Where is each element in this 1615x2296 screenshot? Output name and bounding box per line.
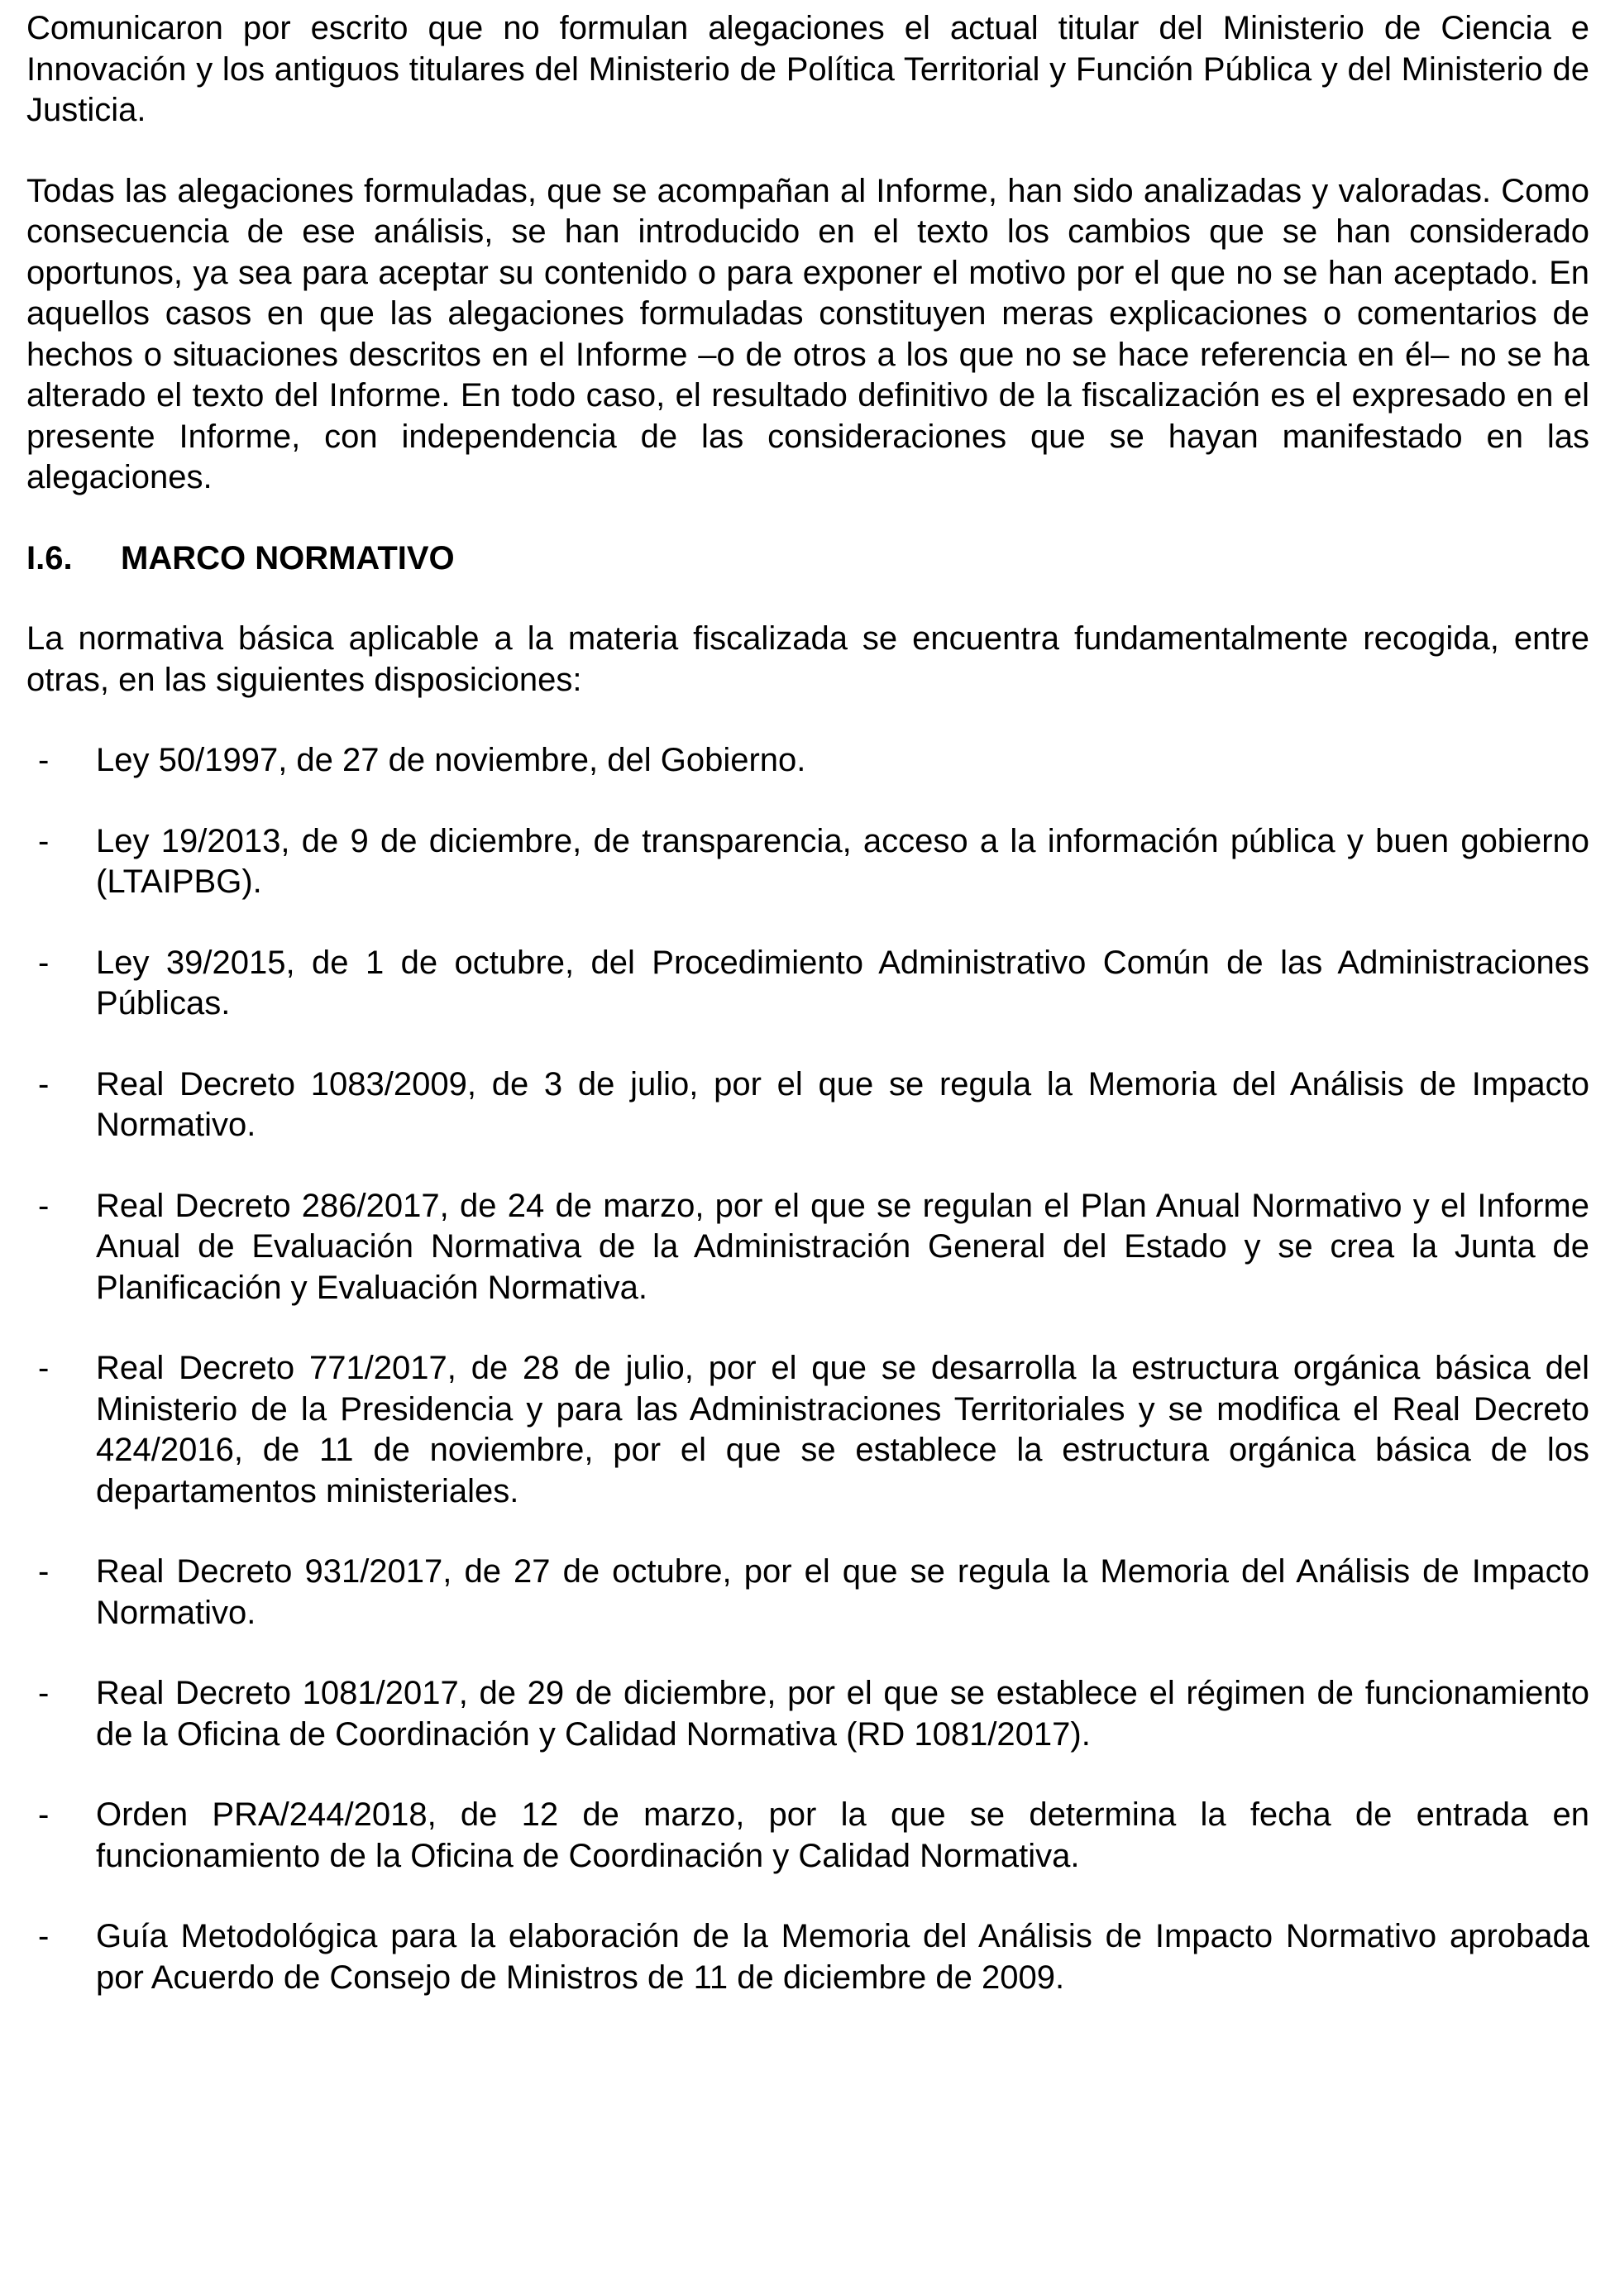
list-item-text: Real Decreto 771/2017, de 28 de julio, por el que se desarrolla la estructura orgánica básica del Ministerio de la Presidencia y para las Administraciones Territoriales y se modifica el Real Decreto 424/2016, de 11 de noviembre, por el que se establece la estructura orgánica básica de los departamentos ministeriales. <box>96 1350 1589 1509</box>
list-bullet: - <box>38 1675 50 1711</box>
list-bullet: - <box>38 1350 50 1386</box>
list-item-text: Ley 39/2015, de 1 de octubre, del Procedimiento Administrativo Común de las Administraciones Públicas. <box>96 944 1589 1021</box>
list-item-text: Real Decreto 1083/2009, de 3 de julio, por el que se regula la Memoria del Análisis de Impacto Normativo. <box>96 1065 1589 1143</box>
list-item <box>26 1673 1589 1755</box>
list-bullet: - <box>38 1553 50 1590</box>
list-item <box>26 821 1589 903</box>
section-number: I.6. <box>26 539 73 576</box>
list-item-text: Ley 50/1997, de 27 de noviembre, del Gobierno. <box>96 742 806 778</box>
list-item-text: Orden PRA/244/2018, de 12 de marzo, por la que se determina la fecha de entrada en funcionamiento de la Oficina de Coordinación y Calidad Normativa. <box>96 1796 1589 1874</box>
section-intro: La normativa básica aplicable a la materia fiscalizada se encuentra fundamentalmente recogida, entre otras, en las siguientes disposiciones: <box>26 620 1589 698</box>
list-item <box>26 1916 1589 1998</box>
list-item <box>26 1795 1589 1877</box>
list-bullet: - <box>38 742 50 778</box>
list-item <box>26 943 1589 1025</box>
list-bullet: - <box>38 1065 50 1103</box>
paragraph-alegaciones-no-formuladas: Comunicaron por escrito que no formulan alegaciones el actual titular del Ministerio de Ciencia e Innovación y los antiguos titulares del Ministerio de Política Territorial y Función Pública y del Ministerio de Justicia. <box>26 10 1589 128</box>
list-item-text: Real Decreto 286/2017, de 24 de marzo, por el que se regulan el Plan Anual Normativo y el Informe Anual de Evaluación Normativa de la Administración General del Estado y se crea la Junta de Planificación y Evaluación Normativa. <box>96 1187 1589 1306</box>
list-item-text: Real Decreto 1081/2017, de 29 de diciembre, por el que se establece el régimen de funcionamiento de la Oficina de Coordinación y Calidad Normativa (RD 1081/2017). <box>96 1675 1589 1753</box>
list-item <box>26 1064 1589 1146</box>
list-item <box>26 1552 1589 1634</box>
section-heading <box>26 538 1589 580</box>
list-item <box>26 740 1589 782</box>
list-bullet: - <box>38 1918 50 1954</box>
list-item <box>26 1186 1589 1309</box>
list-item-text: Guía Metodológica para la elaboración de la Memoria del Análisis de Impacto Normativo aprobada por Acuerdo de Consejo de Ministros de 11 de diciembre de 2009. <box>96 1918 1589 1996</box>
list-bullet: - <box>38 1796 50 1833</box>
section-title: MARCO NORMATIVO <box>121 539 455 576</box>
paragraph-alegaciones-analizadas: Todas las alegaciones formuladas, que se acompañan al Informe, han sido analizadas y valoradas. Como consecuencia de ese análisis, se han introducido en el texto los cambios que se han considerado oportunos, ya sea para aceptar su contenido o para exponer el motivo por el que no se han aceptado. En aquellos casos en que las alegaciones formuladas constituyen meras explicaciones o comentarios de hechos o situaciones descritos en el Informe –o de otros a los que no se hace referencia en él– no se ha alterado el texto del Informe. En todo caso, el resultado definitivo de la fiscalización es el expresado en el presente Informe, con independencia de las consideraciones que se hayan manifestado en las alegaciones. <box>26 172 1589 495</box>
list-bullet: - <box>38 1187 50 1224</box>
list-bullet: - <box>38 944 50 981</box>
document-page <box>26 8 1589 2038</box>
list-bullet: - <box>38 822 50 859</box>
list-item-text: Real Decreto 931/2017, de 27 de octubre, por el que se regula la Memoria del Análisis de Impacto Normativo. <box>96 1553 1589 1631</box>
list-item <box>26 1348 1589 1512</box>
list-item-text: Ley 19/2013, de 9 de diciembre, de transparencia, acceso a la información pública y buen gobierno (LTAIPBG). <box>96 822 1589 900</box>
normativa-list <box>26 740 1589 1998</box>
